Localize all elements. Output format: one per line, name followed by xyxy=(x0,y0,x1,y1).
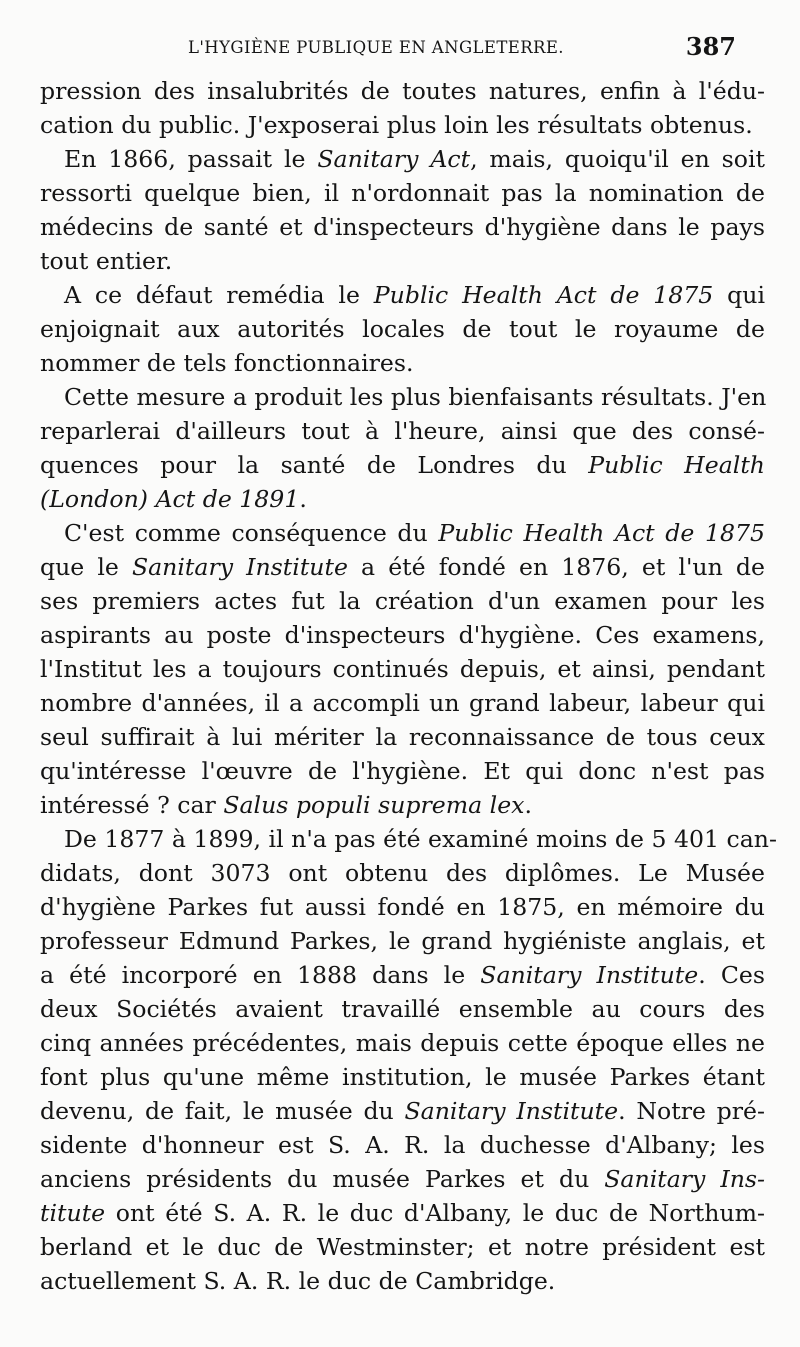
text-segment: quences pour la santé de Londres du xyxy=(40,451,589,479)
text-line xyxy=(40,108,765,142)
text-line xyxy=(40,822,777,856)
text-line xyxy=(40,414,765,448)
text-line xyxy=(40,244,765,278)
text-segment: anciens présidents du musée Parkes et du xyxy=(40,1165,605,1193)
text-segment: qu'intéresse l'œuvre de l'hygiène. Et qui donc n'est pas xyxy=(40,757,765,785)
text-line xyxy=(40,448,765,482)
text-line xyxy=(40,720,765,754)
italic-text-segment: (London) Act de 1891 xyxy=(40,485,300,513)
text-line xyxy=(40,924,765,958)
text-segment: devenu, de fait, le musée du xyxy=(40,1097,405,1125)
text-line xyxy=(40,1060,765,1094)
text-segment: ses premiers actes fut la création d'un examen pour les xyxy=(40,587,765,615)
text-segment: didats, dont 3073 ont obtenu des diplômes. Le Musée xyxy=(40,859,765,887)
text-line xyxy=(40,1162,765,1196)
page-header xyxy=(0,32,800,68)
text-segment: que le xyxy=(40,553,132,581)
text-segment: pression des insalubrités de toutes natures, enfin à l'édu- xyxy=(40,77,765,105)
text-segment: enjoignait aux autorités locales de tout le royaume de xyxy=(40,315,765,343)
text-segment: a été fondé en 1876, et l'un de xyxy=(347,553,765,581)
text-line xyxy=(40,856,765,890)
text-segment: tout entier. xyxy=(40,247,173,275)
italic-text-segment: Sanitary Institute xyxy=(131,553,348,581)
italic-text-segment: Sanitary Institute xyxy=(480,961,699,989)
text-segment: En 1866, passait le xyxy=(64,145,318,173)
text-line xyxy=(40,618,765,652)
italic-text-segment: Public Health Act de 1875 xyxy=(373,281,714,309)
text-segment: deux Sociétés avaient travaillé ensemble au cours des xyxy=(40,995,765,1023)
text-segment: . Notre pré- xyxy=(618,1097,765,1125)
text-segment: a été incorporé en 1888 dans le xyxy=(40,961,481,989)
text-line xyxy=(40,686,765,720)
text-line xyxy=(40,754,765,788)
text-line xyxy=(40,652,765,686)
text-segment: ont été S. A. R. le duc d'Albany, le duc de Northum- xyxy=(105,1199,765,1227)
text-segment: A ce défaut remédia le xyxy=(64,281,374,309)
text-line xyxy=(40,380,765,414)
text-segment: . Ces xyxy=(698,961,765,989)
text-segment: l'Institut les a toujours continués depuis, et ainsi, pendant xyxy=(40,655,765,683)
page-number: 387 xyxy=(685,32,736,61)
italic-text-segment: Sanitary Act xyxy=(317,145,471,173)
body-text xyxy=(40,74,777,1298)
text-line xyxy=(40,142,765,176)
text-segment: intéressé ? car xyxy=(40,791,224,819)
text-line xyxy=(40,74,765,108)
text-segment: aspirants au poste d'inspecteurs d'hygiène. Ces examens, xyxy=(40,621,765,649)
text-line xyxy=(40,788,765,822)
italic-text-segment: Sanitary Ins- xyxy=(604,1165,765,1193)
text-segment: C'est comme conséquence du xyxy=(64,519,439,547)
text-line xyxy=(40,550,765,584)
text-segment: , mais, quoiqu'il en soit xyxy=(470,145,765,173)
text-segment: reparlerai d'ailleurs tout à l'heure, ainsi que des consé- xyxy=(40,417,765,445)
text-segment: nommer de tels fonctionnaires. xyxy=(40,349,414,377)
text-line xyxy=(40,176,765,210)
text-line xyxy=(40,312,765,346)
text-segment: sidente d'honneur est S. A. R. la duchesse d'Albany; les xyxy=(40,1131,765,1159)
text-line xyxy=(40,1128,765,1162)
text-line xyxy=(40,482,765,516)
text-line xyxy=(40,346,765,380)
text-segment: . xyxy=(524,791,532,819)
text-segment: ressorti quelque bien, il n'ordonnait pas la nomination de xyxy=(40,179,765,207)
italic-text-segment: titute xyxy=(40,1199,106,1227)
text-segment: actuellement S. A. R. le duc de Cambridge. xyxy=(40,1267,556,1295)
text-line xyxy=(40,992,765,1026)
text-line xyxy=(40,584,765,618)
text-segment: seul suffirait à lui mériter la reconnaissance de tous ceux xyxy=(40,723,765,751)
text-segment: qui xyxy=(713,281,765,309)
text-segment: cation du public. J'exposerai plus loin les résultats obtenus. xyxy=(40,111,753,139)
text-segment: font plus qu'une même institution, le musée Parkes étant xyxy=(40,1063,765,1091)
text-segment: nombre d'années, il a accompli un grand labeur, labeur qui xyxy=(40,689,765,717)
text-line xyxy=(40,1264,765,1298)
text-line xyxy=(40,890,765,924)
text-line xyxy=(40,958,765,992)
text-segment: . xyxy=(299,485,307,513)
running-title: L'HYGIÈNE PUBLIQUE EN ANGLETERRE. xyxy=(188,38,564,57)
text-line xyxy=(40,516,765,550)
text-line xyxy=(40,1196,765,1230)
text-segment: médecins de santé et d'inspecteurs d'hygiène dans le pays xyxy=(40,213,765,241)
text-segment: Cette mesure a produit les plus bienfaisants résultats. J'en xyxy=(64,383,767,411)
text-segment: berland et le duc de Westminster; et notre président est xyxy=(40,1233,765,1261)
text-line xyxy=(40,210,765,244)
text-segment: professeur Edmund Parkes, le grand hygiéniste anglais, et xyxy=(40,927,765,955)
text-line xyxy=(40,1230,765,1264)
italic-text-segment: Public Health Act de 1875 xyxy=(438,519,765,547)
text-line xyxy=(40,278,765,312)
text-segment: De 1877 à 1899, il n'a pas été examiné moins de 5 401 can- xyxy=(64,825,777,853)
text-line xyxy=(40,1094,765,1128)
italic-text-segment: Public Health xyxy=(588,451,765,479)
italic-text-segment: Salus populi suprema lex xyxy=(223,791,525,819)
text-segment: cinq années précédentes, mais depuis cette époque elles ne xyxy=(40,1029,765,1057)
italic-text-segment: Sanitary Institute xyxy=(404,1097,619,1125)
text-line xyxy=(40,1026,765,1060)
text-segment: d'hygiène Parkes fut aussi fondé en 1875, en mémoire du xyxy=(40,893,765,921)
